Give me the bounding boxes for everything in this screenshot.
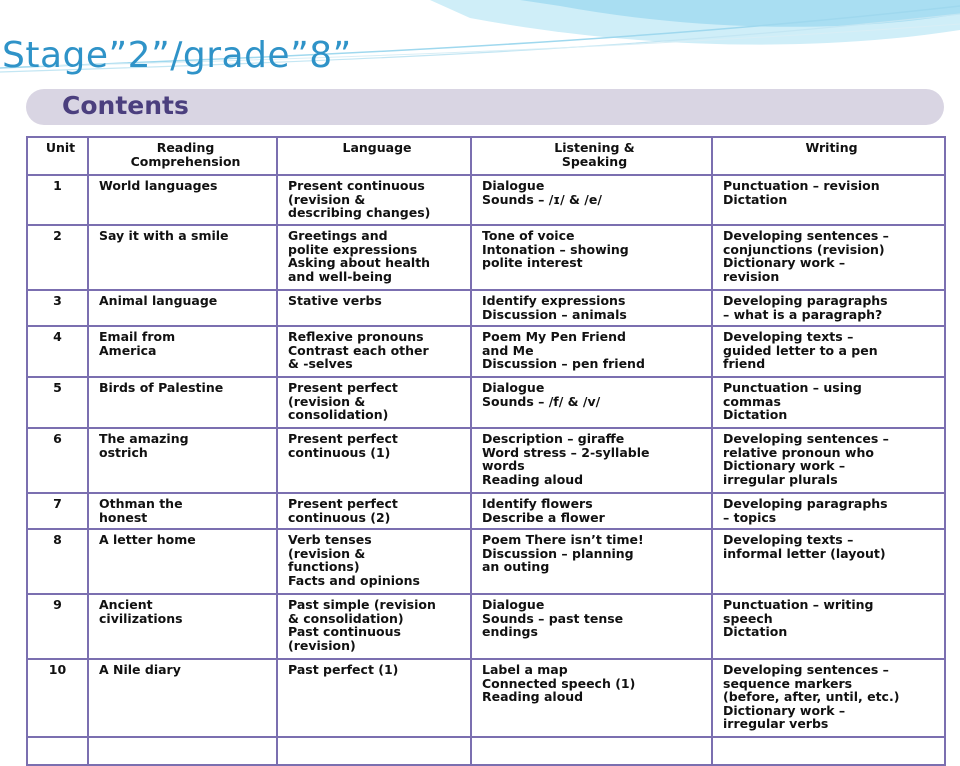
table-row [27, 326, 945, 377]
cell-text-line: (revision & [288, 393, 366, 409]
unit-number [27, 594, 88, 659]
cell-text-line: Email from [99, 329, 176, 344]
slide-title: Stage”2”/grade”8” [2, 35, 352, 76]
cell-text-line: 9 [53, 597, 62, 612]
header-unit: Unit [27, 137, 88, 175]
cell-text-line: endings [482, 624, 538, 639]
cell-text-line: Word stress – 2-syllable [482, 444, 650, 460]
language-cell [277, 290, 471, 326]
cell-text-line: Connected speech (1) [482, 675, 636, 691]
cell-text-line: Developing paragraphs [723, 496, 888, 511]
cell-text-line: speech [723, 610, 773, 626]
cell-text-line: – topics [723, 509, 777, 525]
reading-comprehension-cell [88, 175, 277, 225]
cell-text-line: (revision & [288, 191, 366, 207]
reading-comprehension-cell [88, 225, 277, 290]
writing-cell [712, 529, 945, 594]
cell-text-line: Developing texts – [723, 532, 854, 547]
listening-speaking-cell [471, 175, 712, 225]
reading-comprehension-cell [88, 529, 277, 594]
reading-comprehension-cell [88, 326, 277, 377]
cell-text-line: relative pronoun who [723, 444, 874, 460]
cell-text-line: honest [99, 509, 148, 525]
cell-text-line: Developing sentences – [723, 228, 889, 243]
table-row [27, 225, 945, 290]
cell-text-line: informal letter (layout) [723, 545, 886, 561]
writing-cell [712, 659, 945, 737]
cell-text-line: sequence markers [723, 675, 853, 691]
cell-text-line: Describe a flower [482, 509, 605, 525]
cell-text-line: revision [723, 268, 780, 284]
cell-text-line: The amazing [99, 431, 189, 446]
unit-number [27, 290, 88, 326]
table-row-partial [27, 737, 945, 765]
cell-text-line: and well-being [288, 268, 392, 284]
empty-cell [712, 737, 945, 765]
cell-text-line: & consolidation) [288, 610, 404, 626]
writing-cell [712, 290, 945, 326]
cell-text-line: continuous (2) [288, 509, 391, 525]
cell-text-line: Developing sentences – [723, 662, 889, 677]
cell-text-line: Poem My Pen Friend [482, 329, 626, 344]
cell-text-line: 6 [53, 431, 62, 446]
cell-text-line: Reflexive pronouns [288, 329, 424, 344]
cell-text-line: Developing sentences – [723, 431, 889, 446]
table-row [27, 377, 945, 428]
cell-text-line: friend [723, 356, 766, 371]
cell-text-line: commas [723, 393, 781, 409]
table-row [27, 529, 945, 594]
writing-cell [712, 175, 945, 225]
cell-text-line: & -selves [288, 356, 353, 371]
cell-text-line: 5 [53, 380, 62, 395]
language-cell [277, 428, 471, 493]
reading-comprehension-cell [88, 428, 277, 493]
cell-text-line: America [99, 342, 157, 358]
cell-text-line: 4 [53, 329, 62, 344]
table-row [27, 428, 945, 493]
cell-text-line: Developing paragraphs [723, 293, 888, 308]
cell-text-line: Sounds – /ɪ/ & /e/ [482, 191, 602, 207]
language-cell [277, 377, 471, 428]
unit-number [27, 529, 88, 594]
cell-text-line: Punctuation – using [723, 380, 862, 395]
cell-text-line: Label a map [482, 662, 568, 677]
cell-text-line: Dialogue [482, 178, 545, 193]
listening-speaking-cell [471, 659, 712, 737]
cell-text-line: Poem There isn’t time! [482, 532, 644, 547]
header-listening-speaking [471, 137, 712, 175]
cell-text-line: Birds of Palestine [99, 380, 224, 395]
cell-text-line: Animal language [99, 293, 218, 308]
cell-text-line: describing changes) [288, 205, 431, 220]
cell-text-line: guided letter to a pen [723, 342, 878, 358]
empty-cell [471, 737, 712, 765]
cell-text-line: conjunctions (revision) [723, 241, 885, 257]
writing-cell [712, 225, 945, 290]
cell-text-line: Listening & [554, 140, 635, 155]
cell-text-line: Punctuation – writing [723, 597, 874, 612]
table-row [27, 594, 945, 659]
table-row [27, 659, 945, 737]
cell-text-line: Stative verbs [288, 293, 382, 308]
language-cell [277, 594, 471, 659]
listening-speaking-cell [471, 428, 712, 493]
writing-cell [712, 428, 945, 493]
cell-text-line: Contrast each other [288, 342, 429, 358]
cell-text-line: Intonation – showing [482, 241, 629, 257]
cell-text-line: Comprehension [130, 153, 241, 169]
cell-text-line: World languages [99, 178, 218, 193]
cell-text-line: 1 [53, 178, 62, 193]
cell-text-line: Past simple (revision [288, 597, 436, 612]
cell-text-line: and Me [482, 342, 534, 358]
unit-number [27, 493, 88, 529]
cell-text-line: Dialogue [482, 380, 545, 395]
cell-text-line: Ancient [99, 597, 153, 612]
cell-text-line: 10 [48, 662, 67, 677]
language-cell [277, 175, 471, 225]
language-cell [277, 493, 471, 529]
cell-text-line: Present perfect [288, 431, 398, 446]
cell-text-line: Verb tenses [288, 532, 372, 547]
cell-text-line: consolidation) [288, 407, 389, 422]
cell-text-line: Discussion – pen friend [482, 356, 645, 371]
cell-text-line: Description – giraffe [482, 431, 625, 446]
cell-text-line: polite expressions [288, 241, 418, 257]
header-language: Language [277, 137, 471, 175]
listening-speaking-cell [471, 493, 712, 529]
cell-text-line: Present perfect [288, 380, 398, 395]
language-cell [277, 326, 471, 377]
contents-table-container [26, 136, 944, 731]
cell-text-line: words [482, 458, 525, 473]
cell-text-line: ostrich [99, 444, 148, 460]
cell-text-line: Discussion – animals [482, 306, 627, 322]
contents-label: Contents [62, 91, 189, 120]
cell-text-line: 3 [53, 293, 62, 308]
cell-text-line: Dialogue [482, 597, 545, 612]
unit-number [27, 428, 88, 493]
listening-speaking-cell [471, 326, 712, 377]
cell-text-line: Reading aloud [482, 471, 584, 487]
table-row [27, 493, 945, 529]
cell-text-line: an outing [482, 559, 550, 574]
cell-text-line: 2 [53, 228, 62, 243]
cell-text-line: Sounds – past tense [482, 610, 624, 626]
cell-text-line: civilizations [99, 610, 183, 626]
listening-speaking-cell [471, 594, 712, 659]
table-row [27, 290, 945, 326]
cell-text-line: Facts and opinions [288, 572, 420, 588]
unit-number [27, 659, 88, 737]
cell-text-line: (before, after, until, etc.) [723, 689, 900, 704]
listening-speaking-cell [471, 377, 712, 428]
cell-text-line: Dictionary work – [723, 458, 846, 473]
cell-text-line: Present perfect [288, 496, 398, 511]
unit-number [27, 225, 88, 290]
cell-text-line: continuous (1) [288, 444, 391, 460]
language-cell [277, 225, 471, 290]
writing-cell [712, 493, 945, 529]
cell-text-line: Past perfect (1) [288, 662, 399, 677]
language-cell [277, 659, 471, 737]
cell-text-line: Dictation [723, 407, 788, 422]
reading-comprehension-cell [88, 493, 277, 529]
cell-text-line: Greetings and [288, 228, 388, 243]
contents-table [26, 136, 946, 766]
header-reading-comprehension [88, 137, 277, 175]
cell-text-line: Developing texts – [723, 329, 854, 344]
empty-cell [27, 737, 88, 765]
cell-text-line: A Nile diary [99, 662, 181, 677]
cell-text-line: Dictation [723, 624, 788, 639]
language-cell [277, 529, 471, 594]
cell-text-line: 8 [53, 532, 62, 547]
contents-banner [26, 89, 944, 125]
cell-text-line: Tone of voice [482, 228, 575, 243]
cell-text-line: irregular plurals [723, 471, 838, 487]
cell-text-line: Speaking [561, 153, 628, 169]
header-writing: Writing [712, 137, 945, 175]
unit-number [27, 326, 88, 377]
cell-text-line: (revision) [288, 637, 356, 653]
cell-text-line: – what is a paragraph? [723, 306, 883, 322]
listening-speaking-cell [471, 529, 712, 594]
cell-text-line: Reading aloud [482, 689, 584, 704]
table-body [27, 175, 945, 765]
cell-text-line: functions) [288, 559, 360, 574]
listening-speaking-cell [471, 225, 712, 290]
reading-comprehension-cell [88, 290, 277, 326]
cell-text-line: Asking about health [288, 255, 431, 270]
cell-text-line: Past continuous [288, 624, 401, 639]
cell-text-line: Say it with a smile [99, 228, 229, 243]
unit-number [27, 175, 88, 225]
cell-text-line: polite interest [482, 255, 583, 270]
cell-text-line: Dictionary work – [723, 702, 846, 718]
cell-text-line: Sounds – /f/ & /v/ [482, 393, 601, 409]
reading-comprehension-cell [88, 377, 277, 428]
cell-text-line: Identify expressions [482, 293, 626, 308]
cell-text-line: (revision & [288, 545, 366, 561]
table-row [27, 175, 945, 225]
cell-text-line: 7 [53, 496, 62, 511]
cell-text-line: Punctuation – revision [723, 178, 880, 193]
writing-cell [712, 377, 945, 428]
table-header-row [27, 137, 945, 175]
listening-speaking-cell [471, 290, 712, 326]
cell-text-line: Present continuous [288, 178, 425, 193]
cell-text-line: Dictionary work – [723, 255, 846, 270]
cell-text-line: Dictation [723, 191, 788, 207]
reading-comprehension-cell [88, 594, 277, 659]
writing-cell [712, 594, 945, 659]
unit-number [27, 377, 88, 428]
reading-comprehension-cell [88, 659, 277, 737]
cell-text-line: Discussion – planning [482, 545, 634, 561]
empty-cell [88, 737, 277, 765]
cell-text-line: Othman the [99, 496, 183, 511]
cell-text-line: irregular verbs [723, 716, 829, 731]
cell-text-line: Identify flowers [482, 496, 593, 511]
empty-cell [277, 737, 471, 765]
cell-text-line: A letter home [99, 532, 196, 547]
cell-text-line: Reading [156, 140, 215, 155]
writing-cell [712, 326, 945, 377]
